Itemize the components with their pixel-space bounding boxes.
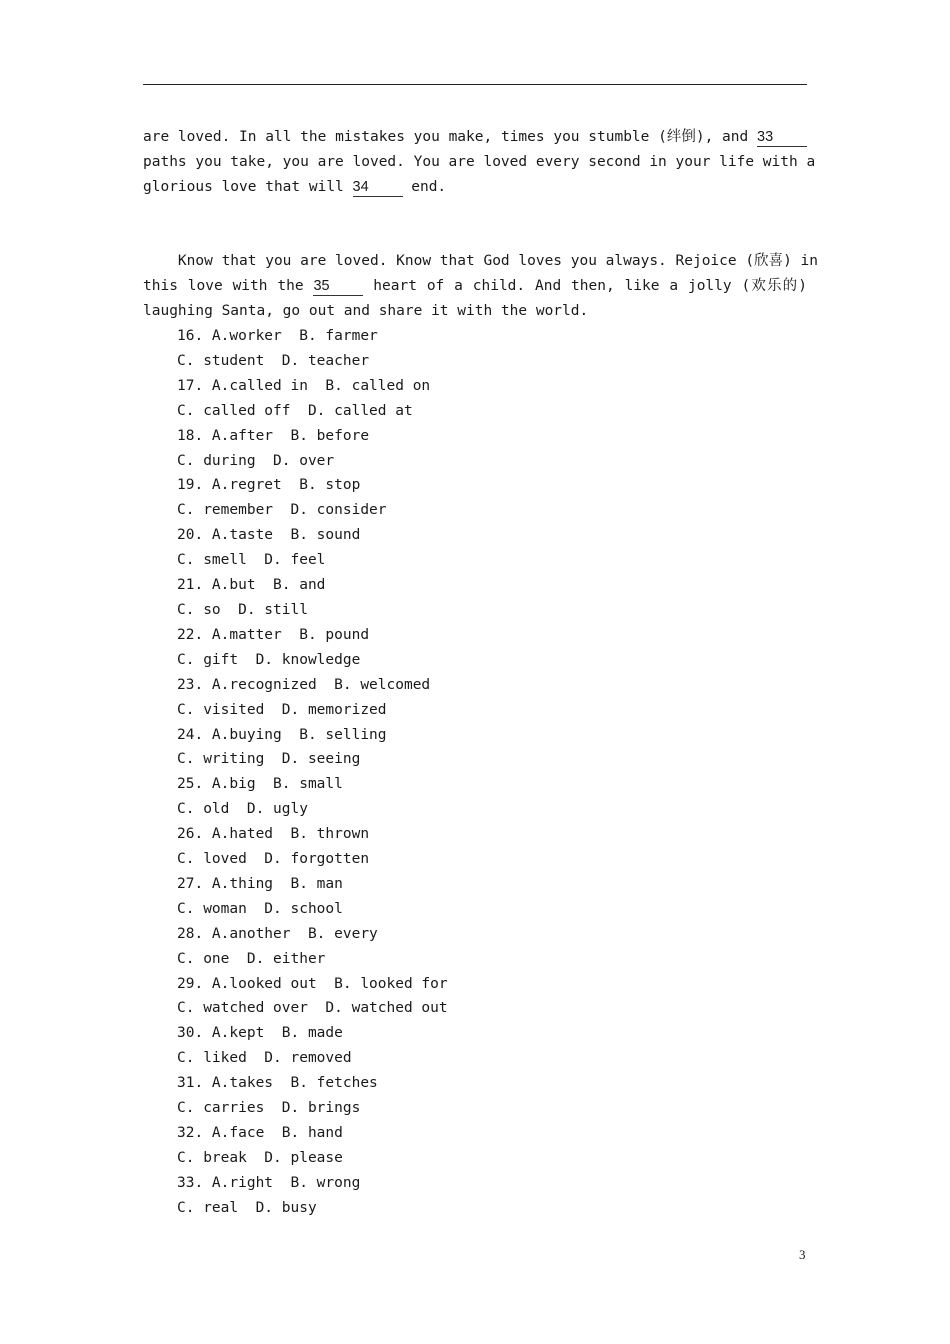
option-row-ab: 20. A.taste B. sound: [177, 527, 361, 544]
option-row-cd: C. gift D. knowledge: [177, 651, 361, 668]
option-row-ab: 31. A.takes B. fetches: [177, 1075, 378, 1092]
option-row-cd: C. real D. busy: [177, 1199, 317, 1216]
option-row-ab: 17. A.called in B. called on: [177, 377, 431, 394]
option-row-ab: 16. A.worker B. farmer: [177, 328, 378, 344]
header-rule: [143, 84, 807, 85]
option-row-cd: C. during D. over: [177, 452, 335, 469]
paragraph-continuation: [143, 125, 816, 200]
option-row-cd: C. so D. still: [177, 601, 308, 618]
option-row-ab: 22. A.matter B. pound: [177, 626, 370, 643]
blank-33: 33: [757, 129, 807, 147]
option-row-cd: C. old D. ugly: [177, 801, 308, 818]
option-row-ab: 24. A.buying B. selling: [177, 726, 387, 743]
paragraph-line: this love with the 35 heart of a child. And then, like a jolly (欢乐的): [143, 278, 808, 294]
option-row-cd: C. called off D. called at: [177, 402, 413, 419]
paragraph-final: [143, 249, 819, 324]
option-row-ab: 28. A.another B. every: [177, 925, 378, 942]
option-row-cd: C. liked D. removed: [177, 1050, 352, 1067]
option-row-cd: C. writing D. seeing: [177, 751, 361, 768]
option-row-cd: C. visited D. memorized: [177, 701, 387, 718]
blank-34: 34: [353, 179, 403, 197]
option-row-cd: C. one D. either: [177, 950, 326, 967]
paragraph-line: laughing Santa, go out and share it with the world.: [143, 303, 589, 319]
blank-35: 35: [313, 278, 363, 296]
paragraph-line: glorious love that will 34 end.: [143, 179, 447, 195]
page-number: 3: [799, 1247, 806, 1262]
option-row-ab: 32. A.face B. hand: [177, 1125, 343, 1141]
option-row-cd: C. watched over D. watched out: [177, 1000, 448, 1017]
option-row-cd: C. woman D. school: [177, 900, 343, 917]
option-row-ab: 30. A.kept B. made: [177, 1025, 343, 1042]
option-row-ab: 26. A.hated B. thrown: [177, 826, 370, 843]
option-row-ab: 29. A.looked out B. looked for: [177, 975, 448, 992]
paragraph-line: paths you take, you are loved. You are loved every second in your life with a: [143, 154, 816, 170]
paragraph-line: are loved. In all the mistakes you make, times you stumble (绊倒), and 33: [143, 125, 807, 150]
option-row-ab: 23. A.recognized B. welcomed: [177, 676, 431, 693]
option-row-ab: 25. A.big B. small: [177, 776, 343, 793]
option-row-cd: C. loved D. forgotten: [177, 851, 370, 868]
option-row-cd: C. remember D. consider: [177, 502, 387, 519]
option-row-ab: 27. A.thing B. man: [177, 875, 343, 892]
option-row-cd: C. carries D. brings: [177, 1100, 361, 1117]
option-row-ab: 33. A.right B. wrong: [177, 1174, 361, 1191]
option-row-cd: C. break D. please: [177, 1149, 343, 1166]
answer-options-list: [177, 324, 448, 1221]
option-row-cd: C. smell D. feel: [177, 552, 326, 569]
option-row-cd: C. student D. teacher: [177, 352, 370, 369]
option-row-ab: 18. A.after B. before: [177, 427, 370, 444]
paragraph-line: Know that you are loved. Know that God loves you always. Rejoice (欣喜) in: [143, 253, 819, 269]
option-row-ab: 19. A.regret B. stop: [177, 477, 361, 494]
option-row-ab: 21. A.but B. and: [177, 577, 326, 594]
